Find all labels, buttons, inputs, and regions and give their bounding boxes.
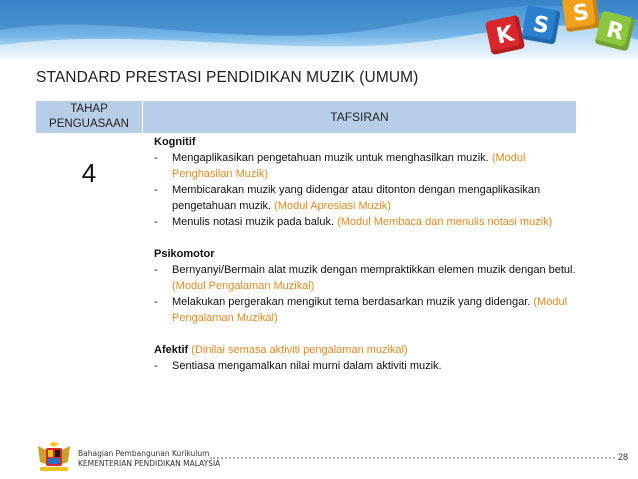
top-banner	[0, 0, 638, 62]
bullet-dash: -	[154, 216, 158, 228]
list-item	[154, 150, 579, 182]
module-reference: (Modul Apresiasi Muzik)	[274, 200, 391, 212]
item-text: Bernyanyi/Bermain alat muzik dengan mempraktikkan elemen muzik dengan betul.	[172, 264, 576, 276]
item-text: Melakukan pergerakan mengikut tema berdasarkan muzik yang didengar.	[172, 296, 531, 308]
page-title: STANDARD PRESTASI PENDIDIKAN MUZIK (UMUM)	[36, 69, 419, 86]
header-tahap-penguasaan: TAHAP PENGUASAAN	[36, 101, 143, 133]
list-item	[154, 262, 579, 294]
section-heading-psikomotor: Psikomotor	[154, 248, 215, 260]
cube-k: K	[485, 15, 525, 55]
footer-ministry: KEMENTERIAN PENDIDIKAN MALAYSIA	[78, 459, 221, 468]
section-heading-kognitif: Kognitif	[154, 136, 196, 148]
list-item	[154, 214, 579, 230]
bullet-dash: -	[154, 296, 158, 308]
item-text: Menulis notasi muzik pada baluk.	[172, 216, 335, 228]
section-heading-afektif-row	[154, 342, 579, 358]
module-reference: (Modul Pengalaman Muzikal)	[172, 280, 315, 292]
afektif-note: (Dinilai semasa aktiviti pengalaman muzikal)	[191, 344, 408, 356]
item-text: Membicarakan muzik yang didengar atau ditonton dengan mengaplikasikan pengetahuan muzik.	[172, 184, 541, 212]
ministry-crest-icon	[34, 442, 74, 474]
module-reference: (Modul Pengalaman Muzikal)	[172, 296, 568, 324]
item-text: Sentiasa mengamalkan nilai murni dalam aktiviti muzik.	[172, 360, 442, 372]
cube-r: R	[594, 10, 635, 51]
header-tafsiran: TAFSIRAN	[330, 110, 389, 124]
module-reference: (Modul Membaca dan menulis notasi muzik)	[337, 216, 553, 228]
tafsiran-content	[154, 134, 579, 374]
level-number: 4	[81, 158, 97, 188]
module-reference: (Modul Penghasilan Muzik)	[172, 152, 526, 180]
section-heading-afektif: Afektif	[154, 344, 189, 356]
cube-s1: S	[521, 5, 560, 44]
table-header	[36, 101, 576, 133]
cube-s2: S	[562, 0, 600, 32]
footer-divider	[210, 457, 615, 459]
bullet-dash: -	[154, 152, 158, 164]
bullet-dash: -	[154, 360, 158, 372]
footer-department: Bahagian Pembangunan Kurikulum	[78, 449, 210, 458]
bullet-dash: -	[154, 184, 158, 196]
list-item	[154, 294, 579, 326]
item-text: Mengaplikasikan pengetahuan muzik untuk menghasilkan muzik.	[172, 152, 489, 164]
list-item	[154, 358, 579, 374]
kssr-cubes	[480, 0, 638, 62]
page-number: 28	[618, 452, 629, 462]
bullet-dash: -	[154, 264, 158, 276]
list-item	[154, 182, 579, 214]
